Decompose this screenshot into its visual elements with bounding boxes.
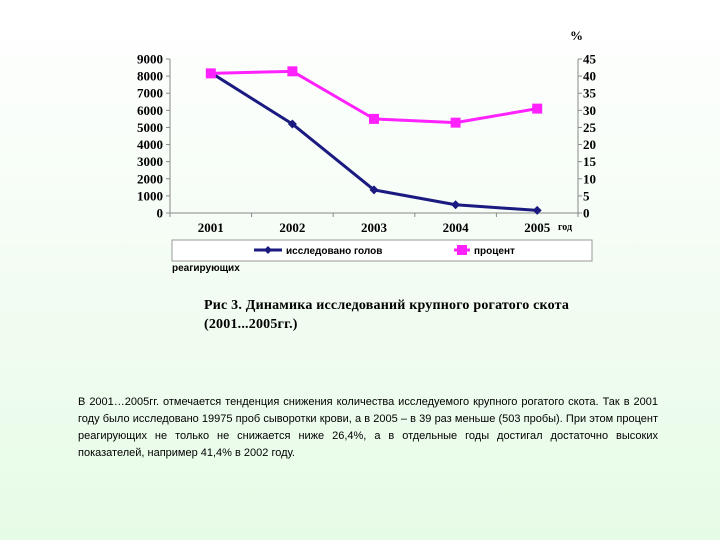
y-left-tick-label: 4000	[137, 137, 163, 153]
chart-legend	[172, 240, 592, 274]
legend-label-series-2: процент	[474, 246, 515, 257]
figure-caption-line2: (2001...2005гг.)	[204, 317, 298, 332]
legend-label-series-1: исследовано голов	[286, 246, 383, 257]
data-point-square	[287, 66, 297, 76]
y-right-tick-label: 10	[583, 171, 596, 187]
y-left-tick-label: 0	[156, 205, 163, 221]
y-left-tick-label: 2000	[137, 171, 163, 187]
data-point-square	[206, 68, 216, 78]
y-left-tick-label: 8000	[137, 68, 163, 84]
figure-caption	[204, 296, 624, 334]
y-left-tick-label: 9000	[137, 51, 163, 67]
legend-extra-label: реагирующих	[172, 263, 240, 274]
y-right-tick-label: 15	[583, 154, 596, 170]
y-left-tick-label: 7000	[137, 85, 163, 101]
x-tick-label: 2005	[524, 220, 551, 235]
y-left-tick-label: 1000	[137, 188, 163, 204]
figure-caption-line1: Рис 3. Динамика исследований крупного рогатого скота	[204, 298, 570, 313]
y-right-tick-label: 25	[583, 119, 596, 135]
y-right-tick-label: 35	[583, 85, 596, 101]
chart-series	[206, 66, 542, 215]
data-point-diamond	[451, 200, 460, 209]
y-right-tick-label: 45	[583, 51, 596, 67]
x-tick-label: 2004	[442, 220, 469, 235]
data-point-square	[532, 104, 542, 114]
y-left-tick-label: 5000	[137, 119, 163, 135]
description-paragraph: В 2001…2005гг. отмечается тенденция снижения количества исследуемого крупного рогатого скота. Так в 2001 году было исследовано 19975 проб сыворотки крови, а в 2005 – в 39 раз меньше (503 пробы). При этом процент реагирующих не только не снижается ниже 26,4%, а в отдельные годы достигал достаточно высоких показателей, например 41,4% в 2002 году.	[78, 396, 658, 459]
x-tick-label: 2003	[361, 220, 387, 235]
y-right-tick-label: 30	[583, 102, 596, 118]
data-point-square	[369, 114, 379, 124]
y-left-tick-label: 6000	[137, 102, 163, 118]
y-right-tick-label: 20	[583, 137, 596, 153]
chart-axes	[137, 28, 597, 235]
y-right-tick-label: 0	[583, 205, 590, 221]
y-right-axis-label: %	[570, 28, 583, 43]
data-point-diamond	[533, 206, 542, 215]
y-right-tick-label: 5	[583, 188, 590, 204]
x-tick-label: 2001	[197, 220, 224, 235]
x-axis-label: год	[558, 222, 573, 233]
x-tick-label: 2002	[279, 220, 306, 235]
legend-swatch-square	[457, 245, 467, 255]
data-point-square	[451, 118, 461, 128]
y-right-tick-label: 40	[583, 68, 596, 84]
y-left-tick-label: 3000	[137, 154, 163, 170]
